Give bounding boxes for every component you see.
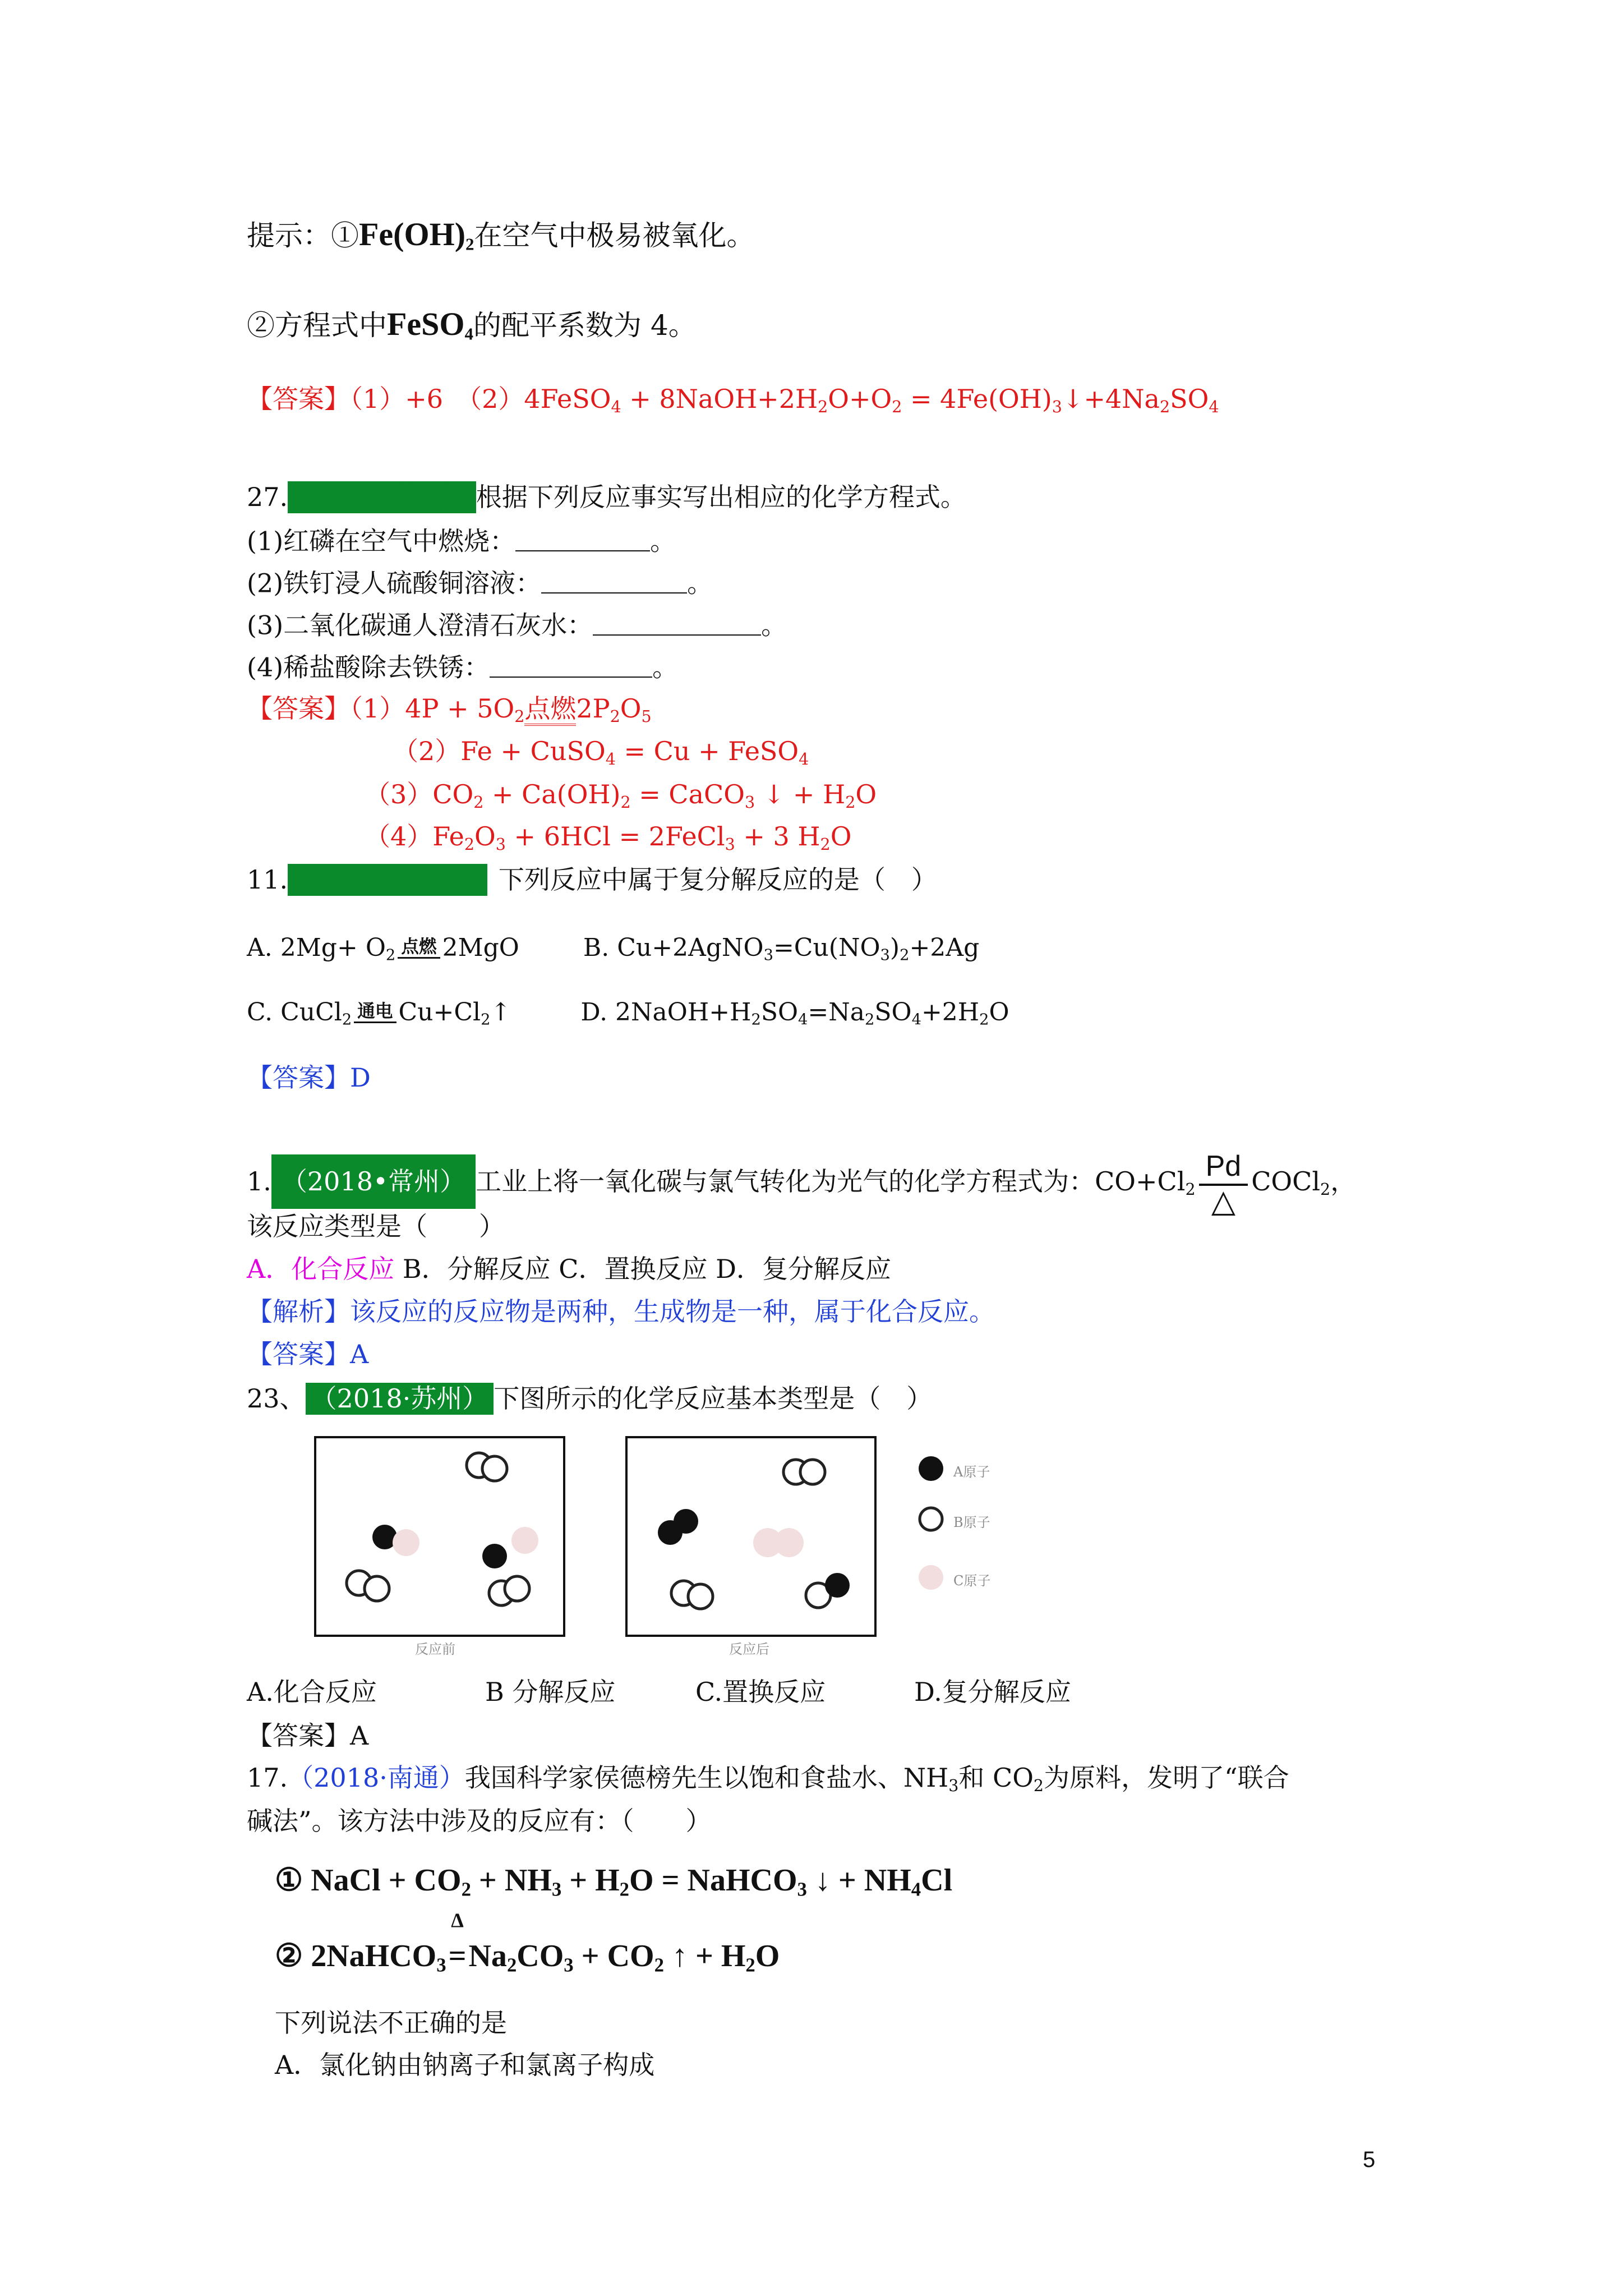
q1-options bbox=[247, 1254, 891, 1284]
atom-b bbox=[688, 1584, 713, 1609]
options-bcd: B．分解反应 C．置换反应 D．复分解反应 bbox=[394, 1254, 891, 1284]
q17-stem-line2: 碱法”。该方法中涉及的反应有：（ ） bbox=[247, 1806, 712, 1836]
legend-atom-a bbox=[919, 1456, 943, 1481]
hint-line-2 bbox=[247, 306, 697, 344]
hint-text: 的配平系数为 4。 bbox=[473, 309, 697, 342]
atom-c bbox=[511, 1527, 538, 1554]
option-b: B. Cu+2AgNO bbox=[583, 933, 764, 962]
q1-stem: 1. （2018•常州） 工业上将一氧化碳与氯气转化为光气的化学方程式为：$CO+Cl_2$ Pd △ COCl$_2$， bbox=[247, 1150, 1357, 1220]
question-number: 17. bbox=[247, 1763, 288, 1793]
label-before: 反应前 bbox=[415, 1641, 455, 1657]
atom-a bbox=[825, 1573, 850, 1598]
atom-b bbox=[800, 1460, 825, 1484]
answer-tag: 【答案】 bbox=[247, 693, 350, 724]
option-d: D.复分解反应 bbox=[914, 1677, 1071, 1707]
hint-line-1 bbox=[247, 216, 755, 254]
q23-options bbox=[247, 1677, 1071, 1707]
source-badge: （2018·苏州） bbox=[306, 1383, 494, 1415]
legend-c-label: C原子 bbox=[953, 1573, 991, 1589]
q17-option-a: A．氯化钠由钠离子和氯离子构成 bbox=[275, 2050, 655, 2080]
answer-blank bbox=[490, 651, 652, 678]
condition-electrolysis: 通电 bbox=[354, 1001, 396, 1023]
source-badge: （2018·扬州） bbox=[288, 864, 487, 896]
hint-text: 在空气中极易被氧化。 bbox=[474, 219, 755, 252]
option-c: C.置换反应 bbox=[695, 1677, 826, 1707]
hint-prefix: 提示：① bbox=[247, 219, 359, 252]
q1-line2: 该反应类型是（ ） bbox=[247, 1211, 505, 1241]
q27-item-3: (3)二氧化碳通人澄清石灰水： 。 bbox=[247, 609, 787, 641]
legend-a-label: A原子 bbox=[953, 1464, 990, 1480]
particles-before bbox=[316, 1438, 563, 1635]
question-text: 工业上将一氧化碳与氯气转化为光气的化学方程式为：CO+Cl bbox=[476, 1166, 1186, 1197]
label-after: 反应后 bbox=[729, 1641, 769, 1657]
q27-stem bbox=[247, 481, 966, 513]
option-d: D. 2NaOH+H bbox=[580, 998, 751, 1027]
source-label: （2018·南通） bbox=[288, 1763, 465, 1793]
atom-a bbox=[482, 1544, 507, 1568]
q11-options-ab: A. $2Mg+ O_2$ 点燃 2MgO B. $Cu+2AgNO_3=Cu(NO_3)_2+2Ag$ bbox=[247, 933, 980, 964]
question-number: 11. bbox=[247, 864, 288, 895]
condition-ignite: 点燃 bbox=[524, 693, 576, 726]
heat-condition: Δ = bbox=[448, 1909, 467, 1973]
q11-options-cd: C. CuCl$_2$ 通电 $Cu+Cl_2↑$ D. $2NaOH+H_2SO_4=Na_2SO_4+2H_2O$ bbox=[247, 998, 1009, 1029]
option-c: C. CuCl bbox=[247, 998, 342, 1027]
formula-fe-oh: Fe(OH) bbox=[359, 216, 466, 252]
particles-after bbox=[628, 1438, 874, 1635]
option-b: B 分解反应 bbox=[485, 1677, 616, 1707]
option-a: A.化合反应 bbox=[247, 1677, 377, 1707]
atom-b bbox=[482, 1456, 507, 1481]
source-badge: （2019·苏州） bbox=[288, 481, 476, 513]
atom-b bbox=[505, 1576, 529, 1601]
answer-top: 【答案】（1）+6 （2）4FeSO$_4$ + $8NaOH+2H_2O+O_2$ = $4Fe(OH)_3↓+4Na_2SO_4$ bbox=[247, 384, 1219, 416]
question-number: 23、 bbox=[247, 1383, 306, 1414]
legend-b-label: B原子 bbox=[953, 1515, 990, 1530]
question-text: 根据下列反应事实写出相应的化学方程式。 bbox=[476, 482, 966, 512]
condition-ignite: 点燃 bbox=[398, 937, 440, 959]
q23-stem bbox=[247, 1383, 932, 1415]
source-badge: （2018•常州） bbox=[271, 1154, 476, 1209]
answer-blank bbox=[593, 609, 761, 636]
q17-question: 下列说法不正确的是 bbox=[275, 2008, 507, 2038]
option-a: A．化合反应 bbox=[247, 1254, 395, 1284]
option-a: A. 2Mg+ O bbox=[247, 933, 386, 962]
legend-atom-b bbox=[920, 1508, 942, 1530]
atom-a bbox=[658, 1520, 683, 1545]
q11-stem bbox=[247, 864, 937, 896]
q11-answer: 【答案】D bbox=[247, 1062, 371, 1093]
subscript: 4 bbox=[464, 324, 474, 344]
question-number: 1. bbox=[247, 1166, 271, 1197]
answer-tag: 【答案】 bbox=[247, 384, 350, 414]
question-text: 下图所示的化学反应基本类型是（ ） bbox=[494, 1383, 933, 1414]
q27-answer-2: （2）Fe + CuSO$_4$ = Cu + FeSO$_4$ bbox=[393, 736, 809, 769]
q27-answer-4: $(4)Fe_2O_3 + 6HCl$ = 2FeCl$_3$ + 3 $H_2O$ bbox=[365, 821, 852, 854]
subscript: 2 bbox=[465, 234, 474, 254]
question-number: 27. bbox=[247, 482, 288, 512]
legend-atom-c bbox=[919, 1565, 943, 1590]
q17-stem-line1: 17.（2018·南通）我国科学家侯德榜先生以饱和食盐水、$NH_3$和 $CO_2$为原料，发明了“联合 bbox=[247, 1763, 1289, 1795]
q1-analysis: 【解析】该反应的反应物是两种，生成物是一种，属于化合反应。 bbox=[247, 1296, 995, 1327]
page-number: 5 bbox=[1363, 2147, 1376, 2172]
question-text: 下列反应中属于复分解反应的是（ ） bbox=[498, 864, 937, 895]
q27-item-1: (1)红磷在空气中燃烧： 。 bbox=[247, 524, 676, 556]
q27-item-2: (2)铁钉浸人硫酸铜溶液： 。 bbox=[247, 567, 713, 599]
answer-blank bbox=[515, 524, 650, 551]
q27-item-4: (4)稀盐酸除去铁锈： 。 bbox=[247, 651, 678, 683]
hint-prefix: ②方程式中 bbox=[247, 309, 387, 342]
q27-answer-1: 【答案】$(1)4P + 5O_2$点燃$2P_2O_5$ bbox=[247, 693, 652, 726]
atom-c bbox=[393, 1529, 419, 1556]
atom-b bbox=[365, 1576, 389, 1601]
answer-blank bbox=[541, 567, 687, 593]
atom-c bbox=[774, 1528, 804, 1557]
q17-equation-2: ② 2NaHCO$_3$ Δ $=Na_2CO_3 + CO_2$ ↑ + $H_2O$ bbox=[275, 1909, 780, 1976]
q17-equation-1: ① NaCl + $CO_2 + NH_3 + H_2O$ = NaHCO$_3$ ↓ + $NH_4Cl$ bbox=[275, 1863, 953, 1901]
q1-answer: 【答案】A bbox=[247, 1339, 369, 1369]
formula-feso4: FeSO bbox=[387, 306, 465, 342]
q27-answer-3: $(3)CO_2 + Ca(OH)_2$ = CaCO$_3$ ↓ + $H_2O$ bbox=[365, 779, 877, 812]
diagram-before-box bbox=[314, 1436, 565, 1637]
diagram-after-box bbox=[625, 1436, 877, 1637]
q23-answer: 【答案】A bbox=[247, 1720, 369, 1751]
particle-legend-marks bbox=[914, 1453, 948, 1599]
reaction-condition: Pd △ bbox=[1199, 1150, 1248, 1217]
